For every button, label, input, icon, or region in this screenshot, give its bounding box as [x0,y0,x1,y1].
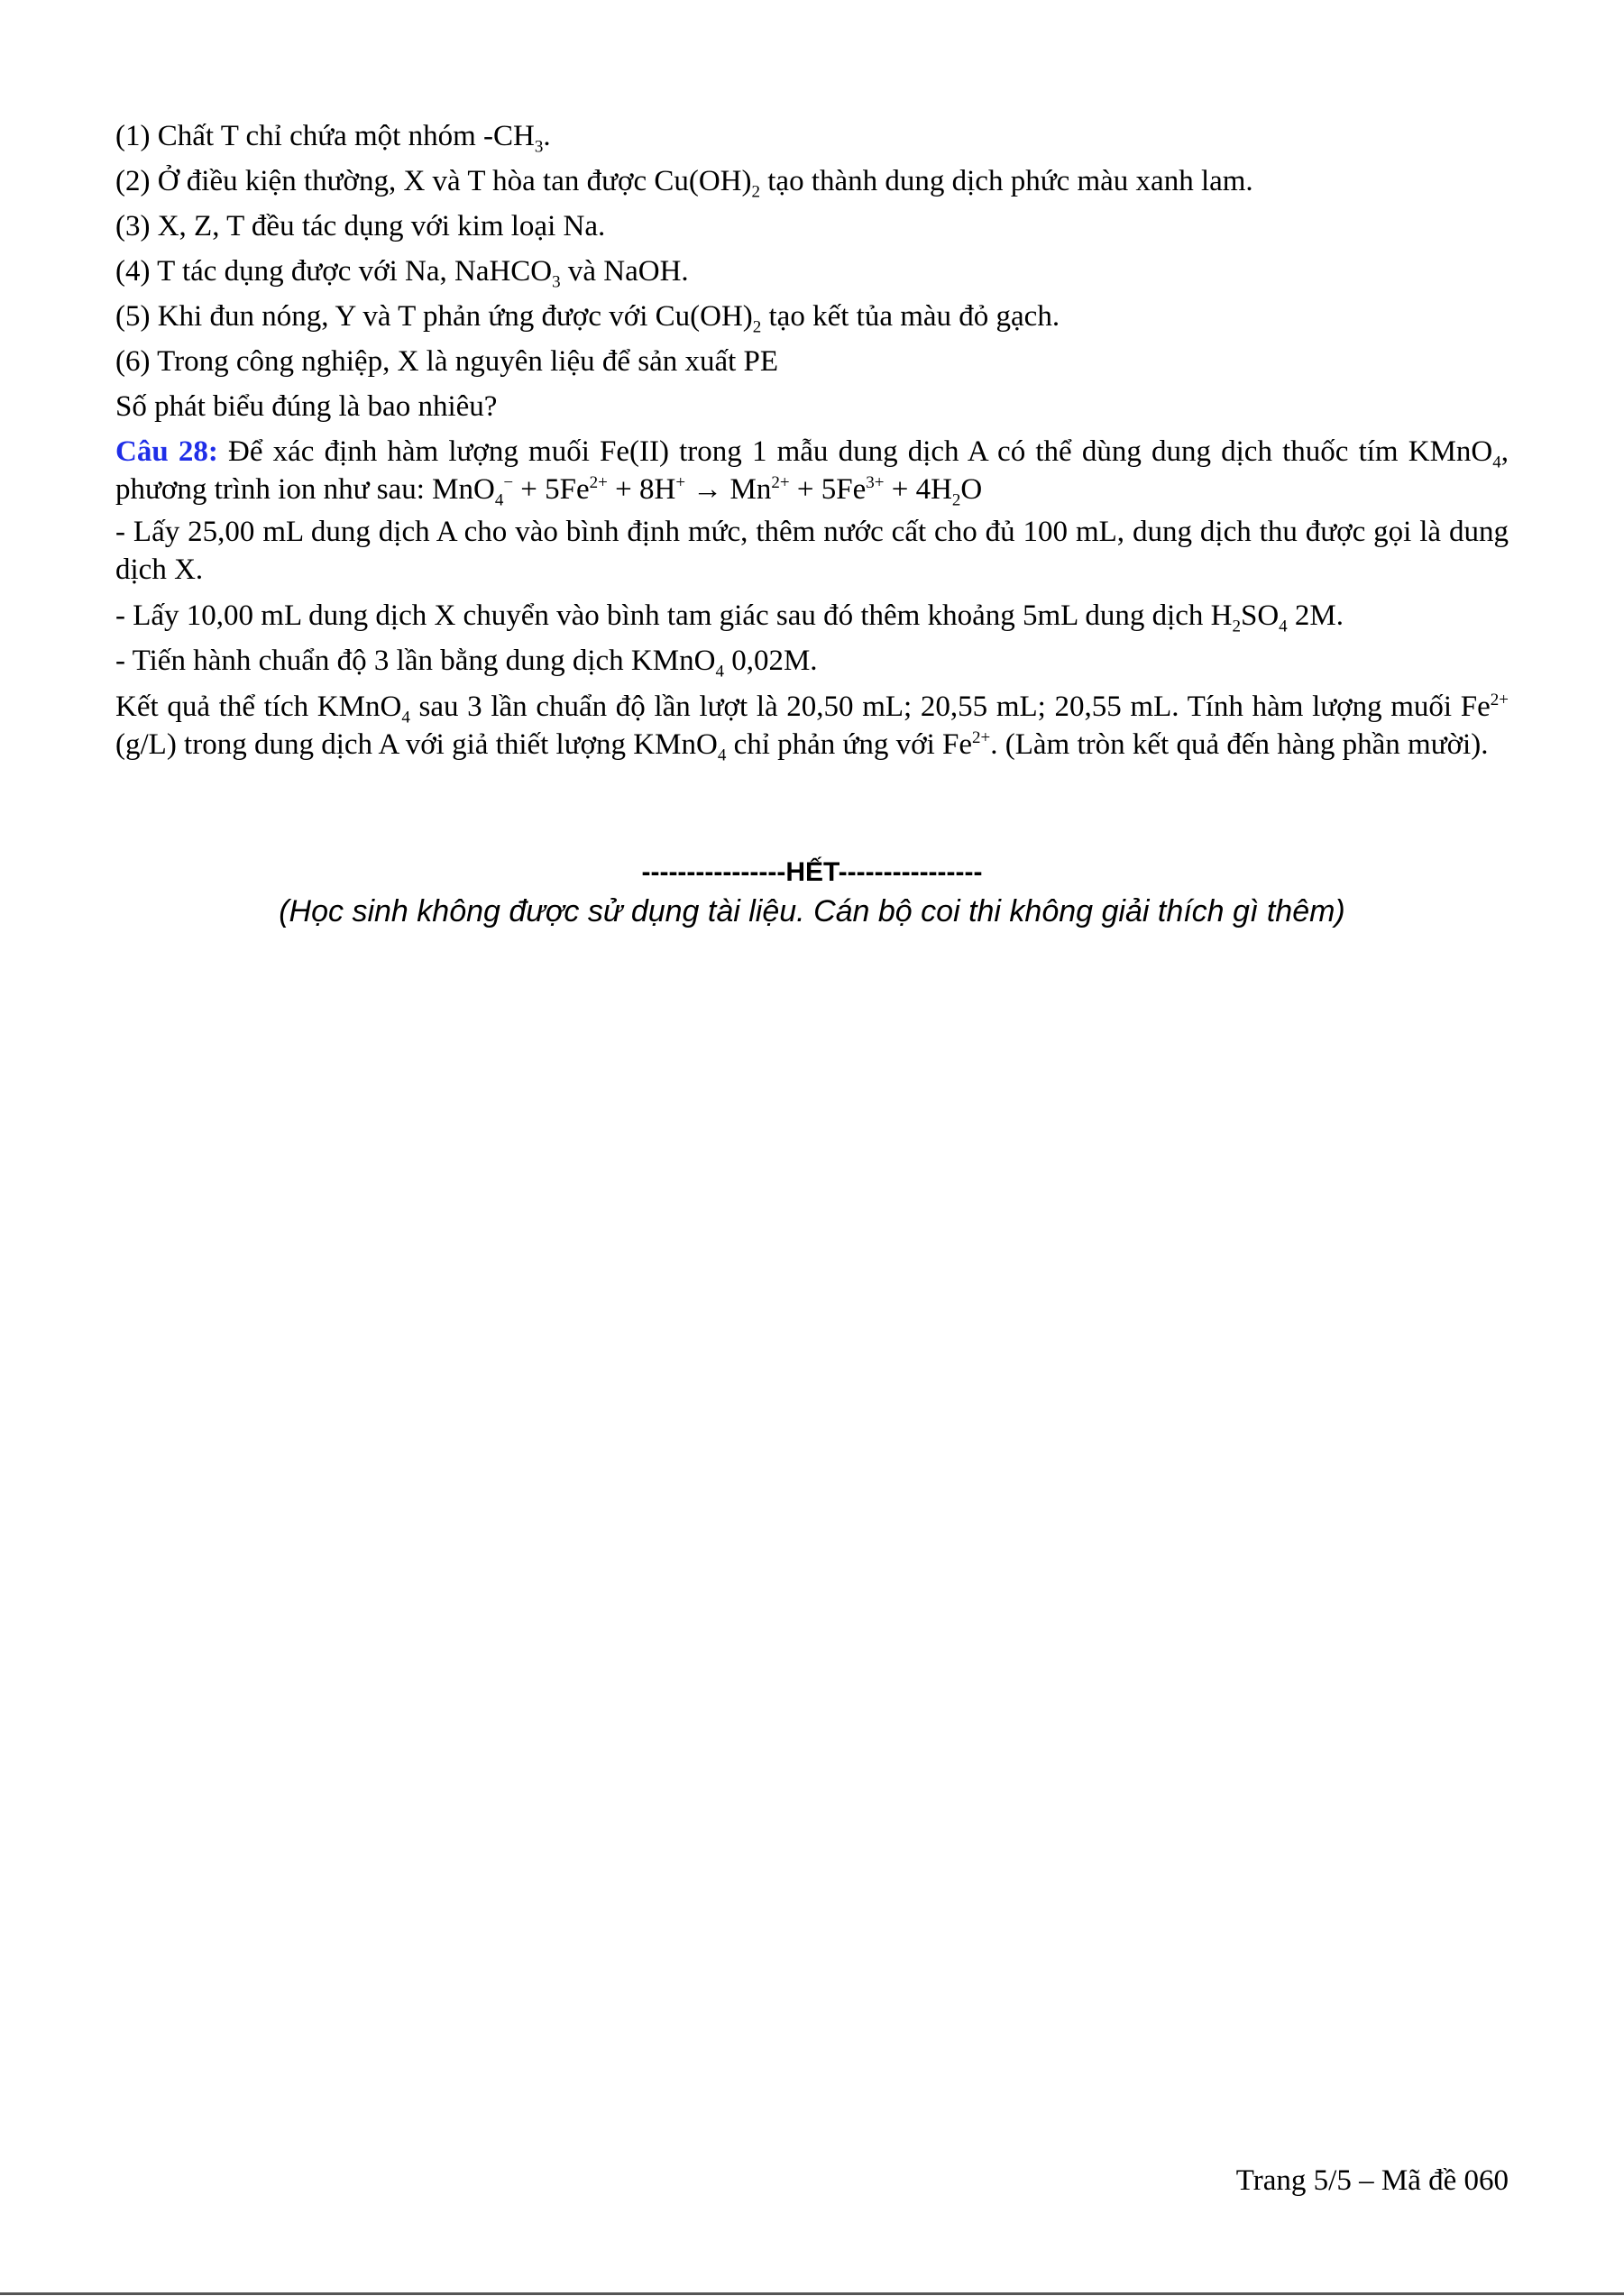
end-of-exam [0,855,1624,932]
result-text: (g/L) trong dung dịch A với giả thiết lượng KMnO [115,728,718,761]
subscript: 2 [752,317,762,337]
statement-text: (2) Ở điều kiện thường, X và T hòa tan được Cu(OH) [115,165,752,197]
step-text: - Lấy 10,00 mL dung dịch X chuyển vào bình tam giác sau đó thêm khoảng 5mL dung dịch H [115,599,1233,632]
equation-text: + 5Fe [789,473,867,506]
statement-3: (3) X, Z, T đều tác dụng với kim loại Na. [115,210,606,242]
question-text: Để xác định hàm lượng muối Fe(II) trong 1 mẫu dung dịch A có thể dùng dung dịch thuốc tím KMnO [217,435,1493,468]
subscript: 2 [1232,617,1241,636]
subscript: 4 [401,708,410,727]
statements-question: Số phát biểu đúng là bao nhiêu? [115,390,498,423]
page-content [115,114,1509,768]
statement-text: (4) T tác dụng được với Na, NaHCO [115,255,553,288]
step-text: 2M. [1287,599,1344,632]
bottom-divider [0,2292,1624,2295]
equation-text: + 4H [884,473,952,506]
step-text: - Tiến hành chuẩn độ 3 lần bằng dung dịch KMnO [115,645,716,677]
step-text: SO [1240,599,1280,632]
equation-text: O [960,473,983,506]
step-1: - Lấy 25,00 mL dung dịch A cho vào bình định mức, thêm nước cất cho đủ 100 mL, dung dịch thu được gọi là dung dịch X. [115,516,1509,586]
statement-text: tạo thành dung dịch phức màu xanh lam. [760,165,1253,197]
step-text: 0,02M. [723,645,818,677]
subscript: 2 [751,182,760,202]
subscript: 4 [1492,453,1501,472]
statement-text: tạo kết tủa màu đỏ gạch. [761,300,1060,333]
statement-5 [115,294,1509,339]
equation-text: → Mn [685,473,772,506]
superscript: − [503,473,514,492]
ionic-equation [494,473,983,510]
statement-6: (6) Trong công nghiệp, X là nguyên liệu để sản xuất PE [115,345,779,378]
step-2 [115,593,1509,638]
question-text: , phương trình ion như sau: MnO [115,435,1509,506]
superscript: 2+ [972,728,991,747]
step-3 [115,638,1509,683]
superscript: 2+ [1490,691,1509,709]
result-text: chỉ phản ứng với Fe [726,728,973,761]
statement-text: (1) Chất T chỉ chứa một nhóm -CH [115,120,535,152]
question-label: Câu 28: [115,435,218,468]
result-text: sau 3 lần chuẩn độ lần lượt là 20,50 mL; 20,55 mL; 20,55 mL. Tính hàm lượng muối Fe [409,691,1491,723]
subscript: 4 [1279,617,1288,636]
end-note: (Học sinh không được sử dụng tài liệu. Cán bộ coi thi không giải thích gì thêm) [279,894,1345,928]
equation-text: + 8H [607,473,676,506]
subscript: 3 [552,272,561,292]
end-mark: ----------------HẾT---------------- [641,857,983,887]
statement-text: (5) Khi đun nóng, Y và T phản ứng được với Cu(OH) [115,300,753,333]
page-footer: Trang 5/5 – Mã đề 060 [1235,2164,1509,2197]
superscript: 2+ [771,473,790,492]
superscript: + [675,473,686,492]
subscript: 4 [717,746,727,765]
statement-1 [115,114,1509,159]
result-text: . (Làm tròn kết quả đến hàng phần mười). [990,728,1489,761]
superscript: 2+ [589,473,608,492]
subscript: 3 [534,137,544,157]
question-28 [115,433,1509,508]
statement-4 [115,249,1509,294]
statement-text: và NaOH. [560,255,689,288]
statement-text: . [543,120,551,152]
subscript: 2 [951,490,961,510]
equation-text: + 5Fe [513,473,590,506]
result-text: Kết quả thể tích KMnO [115,691,402,723]
subscript: 4 [494,490,504,510]
superscript: 3+ [866,473,885,492]
statement-2 [115,159,1509,204]
subscript: 4 [715,662,724,681]
titration-result [115,688,1509,764]
